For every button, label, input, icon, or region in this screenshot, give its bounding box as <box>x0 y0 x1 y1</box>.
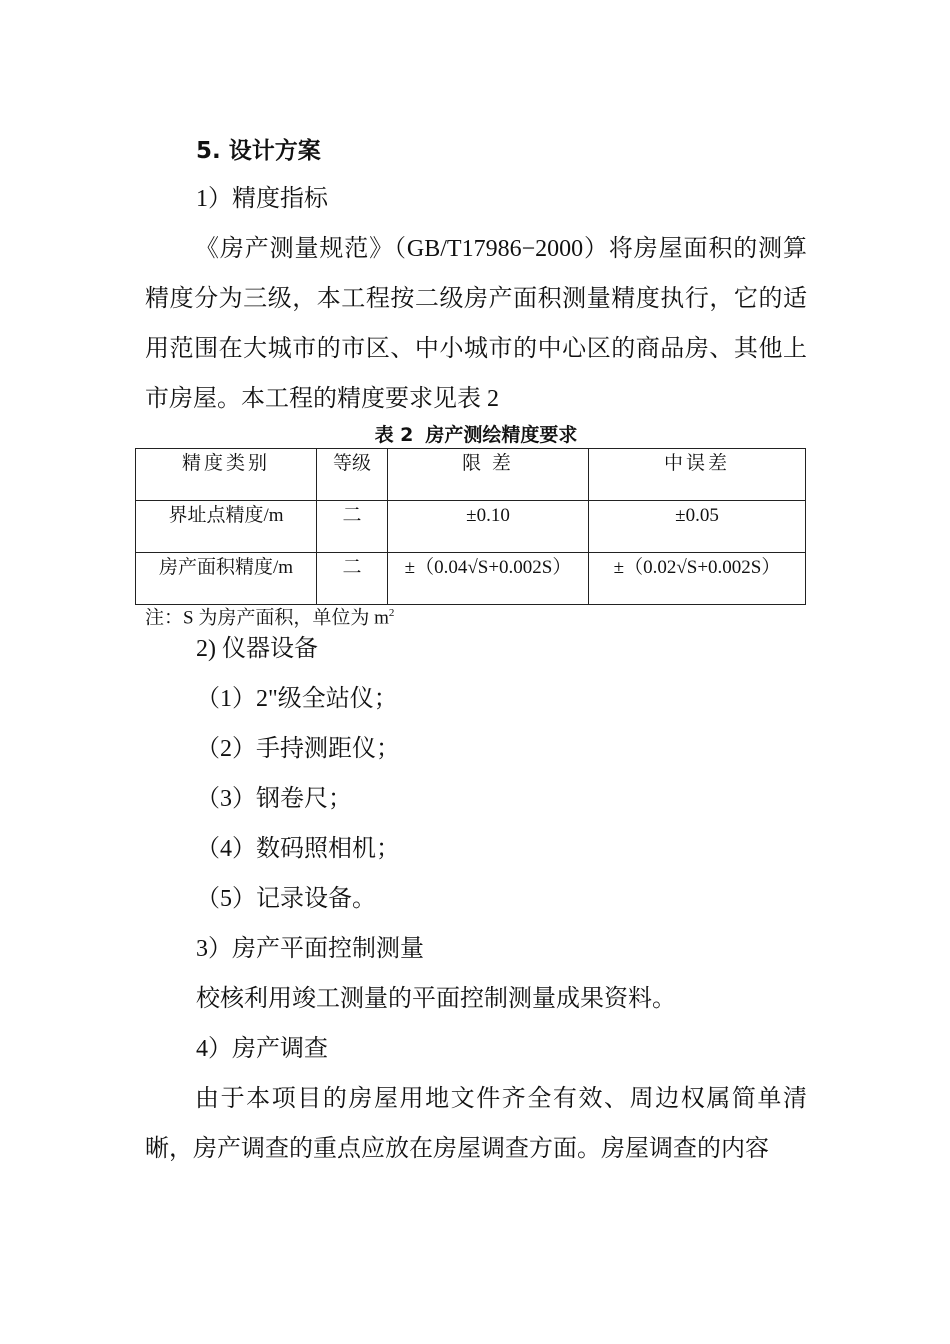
item2-title: 2) 仪器设备 <box>196 636 318 662</box>
item3-text: 校核利用竣工测量的平面控制测量成果资料。 <box>196 986 676 1012</box>
equipment-item: （1）2"级全站仪； <box>196 686 398 712</box>
table-caption-number: 表 2 <box>374 424 414 446</box>
equipment-item: （5）记录设备。 <box>196 886 376 912</box>
table-cell: 二 <box>317 501 388 553</box>
equipment-item: （2）手持测距仪； <box>196 736 400 762</box>
table-cell: ±0.05 <box>589 501 806 553</box>
table-header-cell: 等级 <box>317 449 388 501</box>
item4-title: 4）房产调查 <box>196 1036 328 1062</box>
table-cell: ±（0.02√S+0.002S） <box>589 553 806 605</box>
table-row <box>136 501 806 553</box>
table-caption-title: 房产测绘精度要求 <box>425 424 578 446</box>
table-caption <box>145 422 807 448</box>
table-cell: ±0.10 <box>388 501 589 553</box>
table-cell: 二 <box>317 553 388 605</box>
section-title: 5. 设计方案 <box>196 138 321 164</box>
item1-paragraph: 《房产测量规范》（GB/T17986−2000）将房屋面积的测算精度分为三级，本工程按二级房产面积测量精度执行，它的适用范围在大城市的市区、中小城市的中心区的商品房、其他上市房屋。本工程的精度要求见表 2 <box>145 236 807 412</box>
precision-table <box>135 448 806 605</box>
table-cell: 房产面积精度/m <box>136 553 317 605</box>
table-cell: 界址点精度/m <box>136 501 317 553</box>
equipment-item: （3）钢卷尺； <box>196 786 352 812</box>
item1-title: 1）精度指标 <box>196 186 328 212</box>
table-header-row <box>136 449 806 501</box>
table-note-superscript: 2 <box>388 607 395 619</box>
table-cell: ±（0.04√S+0.002S） <box>388 553 589 605</box>
table-note <box>145 600 394 631</box>
table-note-text: 注：S 为房产面积，单位为 m <box>145 607 389 629</box>
table-header-cell: 限 差 <box>388 449 589 501</box>
equipment-item: （4）数码照相机； <box>196 836 400 862</box>
table-header-cell: 中误差 <box>589 449 806 501</box>
table-header-cell: 精度类别 <box>136 449 317 501</box>
item4-paragraph: 由于本项目的房屋用地文件齐全有效、周边权属简单清晰，房产调查的重点应放在房屋调查方面。房屋调查的内容 <box>145 1086 807 1162</box>
table-row <box>136 553 806 605</box>
item3-title: 3）房产平面控制测量 <box>196 936 424 962</box>
